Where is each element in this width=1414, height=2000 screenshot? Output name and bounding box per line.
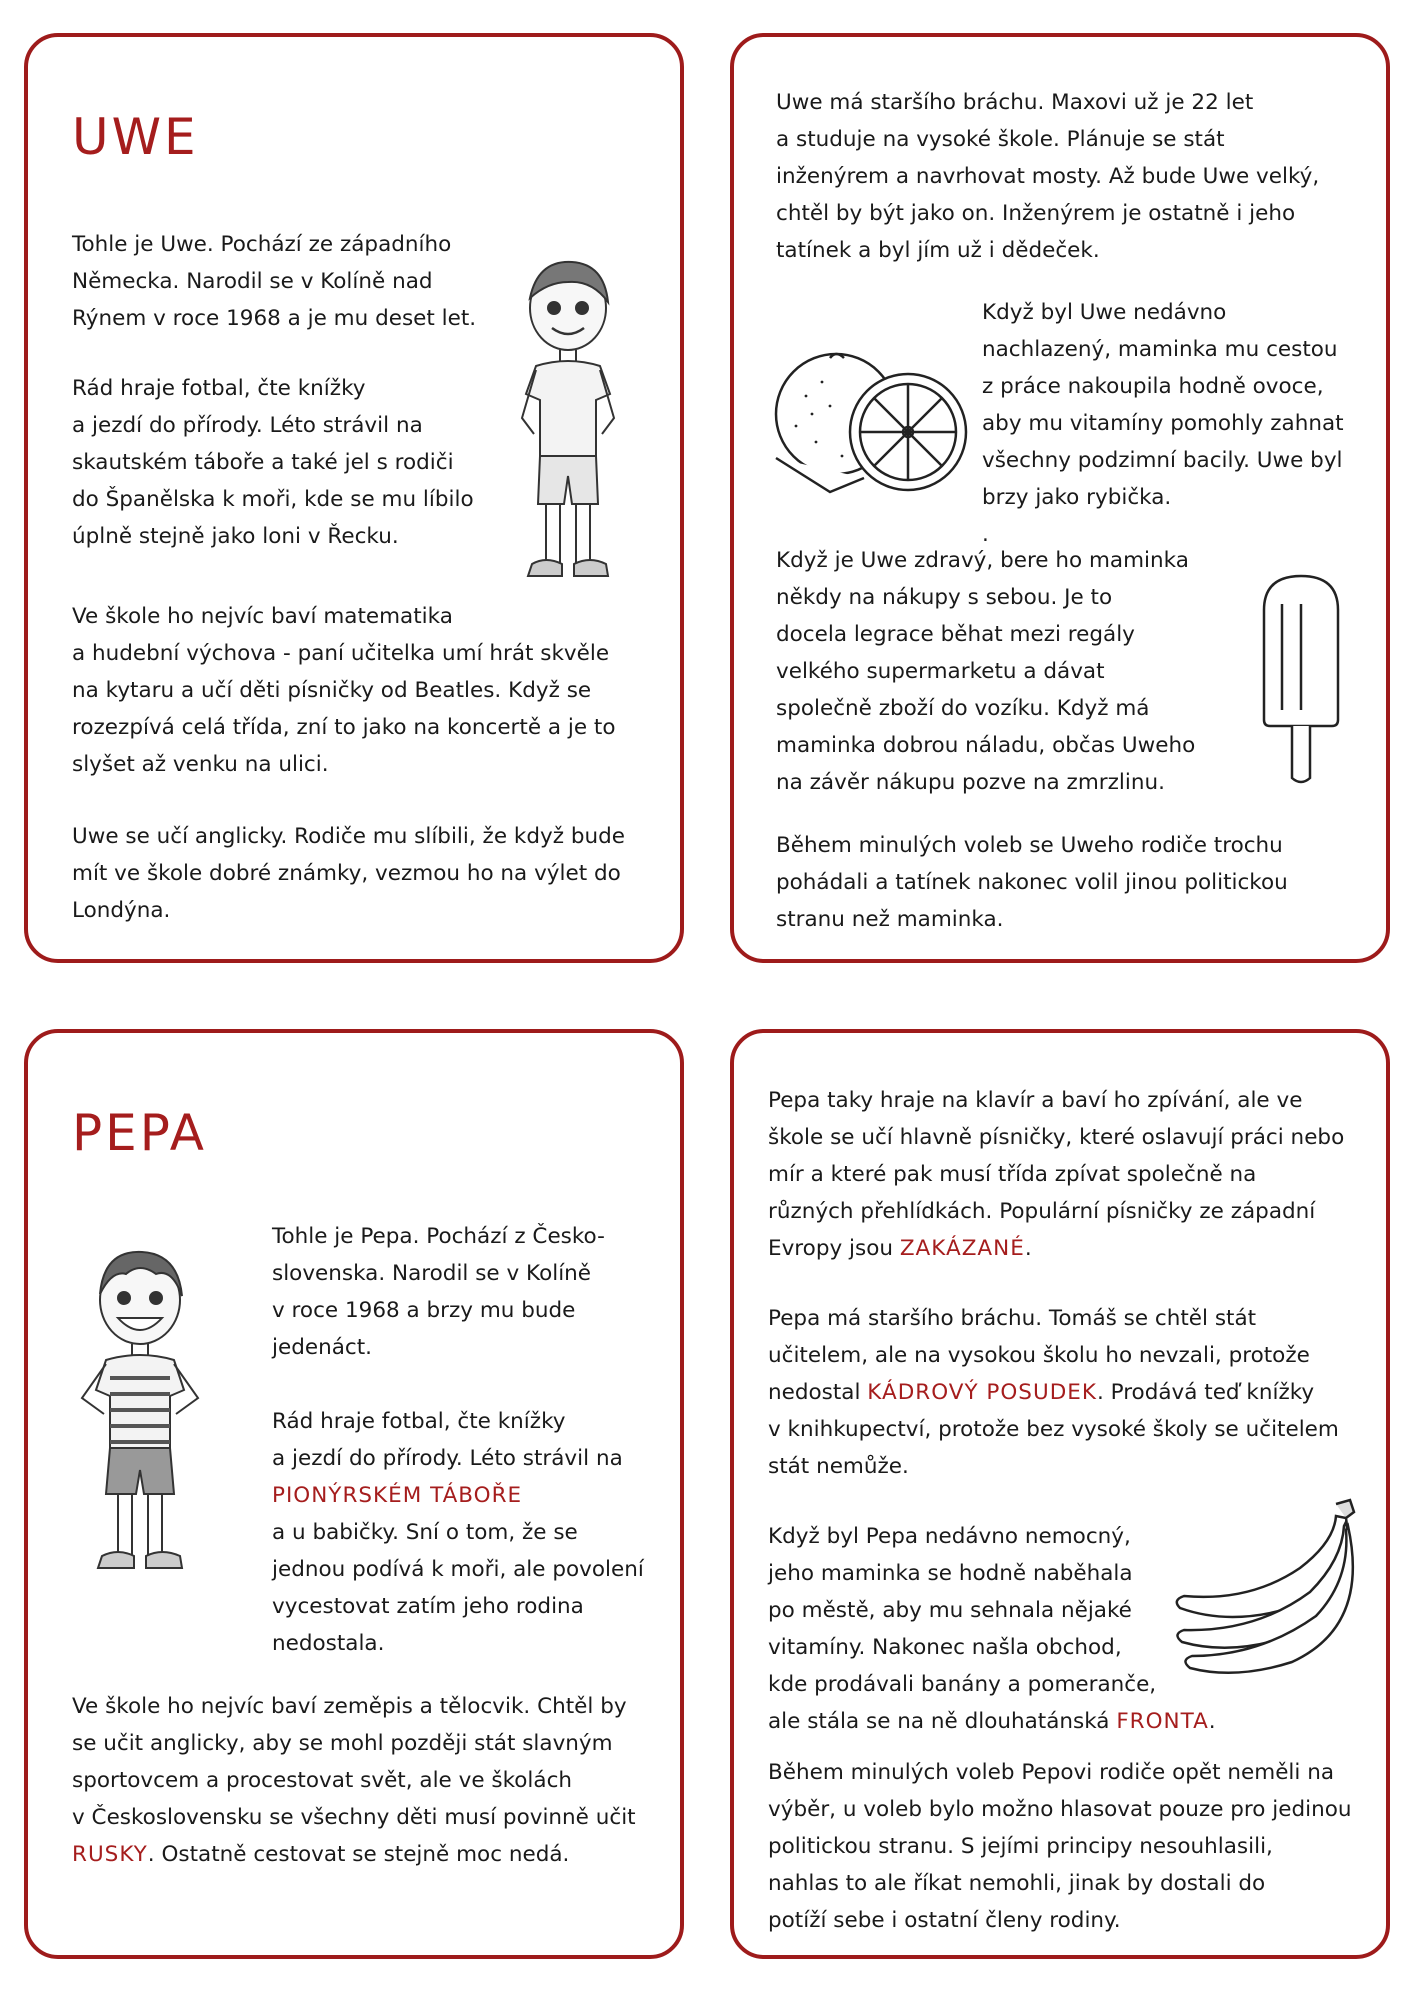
pepa-paragraph-1: Tohle je Pepa. Pochází z Česko- slovenska. Narodil se v Kolíně v roce 1968 a brzy mu bude jedenáct. [272,1224,605,1360]
pepa-paragraph-3: Ve škole ho nejvíc baví zeměpis a tělocvik. Chtěl by se učit anglicky, aby se mohl později stát slavným sportovcem a procestovat svět, ale ve školách v Československu se všechny děti musí povinně učit RUSKY. Ostatně cestovat se stejně moc nedá. [72,1694,636,1867]
rusky-highlight: RUSKY [72,1842,148,1867]
kadrovy-posudek-highlight: KÁDROVÝ POSUDEK [867,1380,1097,1405]
pepa-paragraph-2: Rád hraje fotbal, čte knížky a jezdí do přírody. Léto strávil na PIONÝRSKÉM TÁBOŘE a u babičky. Sní o tom, že se jednou podívá k moři, ale povolení vycestovat zatím jeho rodina nedostala. [272,1409,644,1656]
fronta-highlight: FRONTA [1116,1709,1209,1734]
pionyrsky-tabor-highlight: PIONÝRSKÉM TÁBOŘE [272,1483,523,1508]
pepa-paragraph-7: Během minulých voleb Pepovi rodiče opět neměli na výběr, u voleb bylo možno hlasovat pouze pro jedinou politickou stranu. S jejími principy nesouhlasili, nahlas to ale říkat nemohli, jinak by dostali do potíží sebe i ostatní členy rodiny. [768,1760,1352,1933]
zakazane-highlight: ZAKÁZANÉ [899,1236,1025,1261]
uwe-paragraph-6: Když byl Uwe nedávno nachlazený, maminka mu cestou z práce nakoupila hodně ovoce, aby mu vitamíny pomohly zahnat všechny podzimní bacily. Uwe byl brzy jako rybička. . [982,300,1344,547]
pepa-title: PEPA [72,1104,207,1162]
boy-white-shirt-icon [488,246,648,586]
uwe-paragraph-4: Uwe se učí anglicky. Rodiče mu slíbili, že když bude mít ve škole dobré známky, vezmou ho na výlet do Londýna. [72,824,625,923]
boy-striped-shirt-icon [60,1238,220,1578]
pepa-paragraph-5: Pepa má staršího bráchu. Tomáš se chtěl stát učitelem, ale na vysokou školu ho nevzali, protože nedostal KÁDROVÝ POSUDEK. Prodává teď knížky v knihkupectví, protože bez vysoké školy se učitelem stát nemůže. [768,1306,1339,1479]
orange-fruit-icon [766,346,976,496]
uwe-paragraph-2: Rád hraje fotbal, čte knížky a jezdí do přírody. Léto strávil na skautském táboře a také jel s rodiči do Španělska k moři, kde se mu líbilo úplně stejně jako loni v Řecku. [72,376,474,549]
banana-icon [1160,1496,1370,1676]
uwe-paragraph-1: Tohle je Uwe. Pochází ze západního Německa. Narodil se v Kolíně nad Rýnem v roce 1968 a je mu deset let. [72,232,477,331]
pepa-paragraph-4: Pepa taky hraje na klavír a baví ho zpívání, ale ve škole se učí hlavně písničky, které oslavují práci nebo mír a které pak musí třída zpívat společně na různých přehlídkách. Populární písničky ze západní Evropy jsou ZAKÁZANÉ. [768,1088,1345,1261]
pepa-paragraph-6: Když byl Pepa nedávno nemocný, jeho maminka se hodně naběhala po městě, aby mu sehnala nějaké vitamíny. Nakonec našla obchod, kde prodávali banány a pomeranče, ale stála se na ně dlouhatánská FRONTA. [768,1524,1216,1734]
uwe-paragraph-5: Uwe má staršího bráchu. Maxovi už je 22 let a studuje na vysoké škole. Plánuje se stát inženýrem a navrhovat mosty. Až bude Uwe velký, chtěl by být jako on. Inženýrem je ostatně i jeho tatínek a byl jím už i dědeček. [776,90,1320,263]
uwe-title: UWE [72,108,199,166]
uwe-paragraph-7: Když je Uwe zdravý, bere ho maminka někdy na nákupy s sebou. Je to docela legrace běhat mezi regály velkého supermarketu a dávat společně zboží do vozíku. Když má maminka dobrou náladu, občas Uweho na závěr nákupu pozve na zmrzlinu. [776,548,1196,795]
uwe-paragraph-3: Ve škole ho nejvíc baví matematika a hudební výchova - paní učitelka umí hrát skvěle na kytaru a učí děti písničky od Beatles. Když se rozezpívá celá třída, zní to jako na koncertě a je to slyšet až venku na ulici. [72,604,616,777]
uwe-paragraph-8: Během minulých voleb se Uweho rodiče trochu pohádali a tatínek nakonec volil jinou politickou stranu než maminka. [776,833,1288,932]
popsicle-icon [1256,570,1346,790]
